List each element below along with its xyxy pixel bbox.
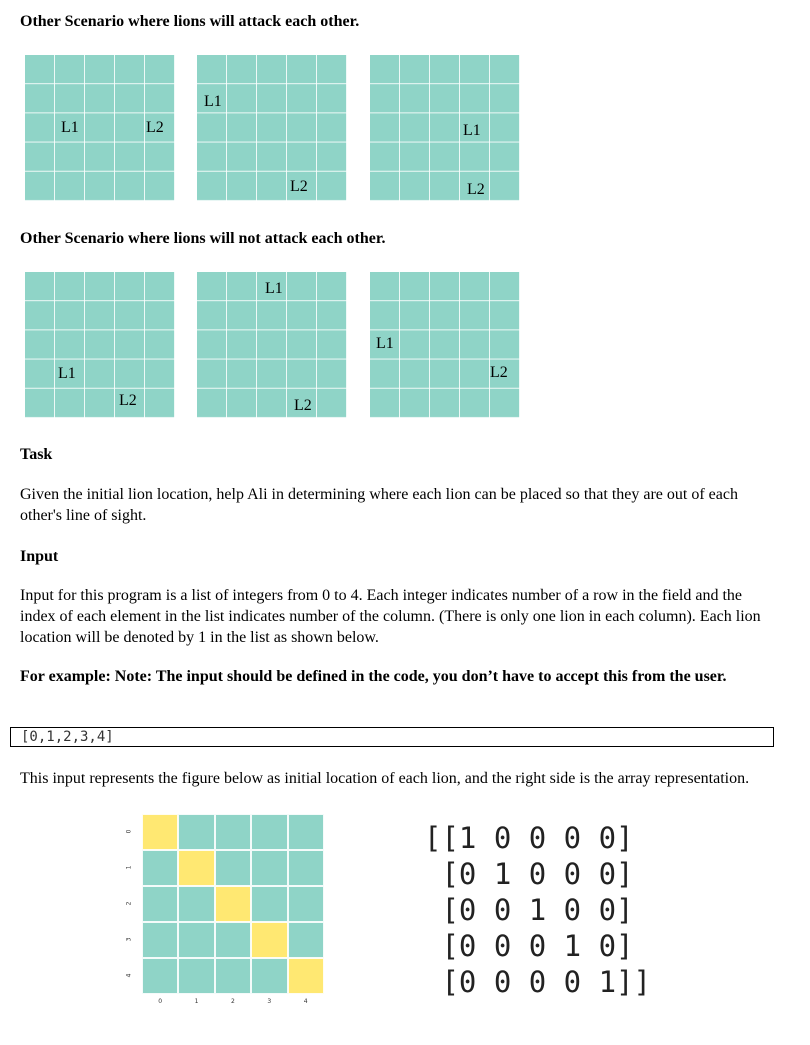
input-heading: Input bbox=[20, 548, 59, 565]
array-row: [0 0 1 0 0] bbox=[424, 893, 634, 927]
lion-cell bbox=[178, 850, 214, 886]
lion-heatmap bbox=[142, 814, 324, 994]
array-representation bbox=[424, 820, 664, 1000]
empty-cell bbox=[251, 886, 287, 922]
empty-cell bbox=[215, 922, 251, 958]
empty-cell bbox=[142, 850, 178, 886]
attack-grid-3 bbox=[370, 55, 520, 201]
lion-2-label: L2 bbox=[146, 119, 164, 136]
input-text: Input for this program is a list of integers from 0 to 4. Each integer indicates number of a row in the field and the index of each element in the list indicates number of the column. (There is only one lion in each column). Each lion location will be denoted by 1 in the list as shown below. bbox=[20, 587, 761, 646]
figure-text: This input represents the figure below as initial location of each lion, and the right side is the array representation. bbox=[20, 770, 750, 787]
array-row: [[1 0 0 0 0] bbox=[424, 821, 634, 855]
empty-cell bbox=[288, 850, 324, 886]
array-row: [0 0 0 0 1]] bbox=[424, 965, 651, 999]
lion-1-label: L1 bbox=[61, 119, 79, 136]
lion-cell bbox=[251, 922, 287, 958]
x-tick-label: 2 bbox=[231, 998, 235, 1005]
task-heading: Task bbox=[20, 446, 53, 463]
y-tick-label: 1 bbox=[125, 865, 133, 870]
lion-cell bbox=[288, 958, 324, 994]
code-example: [0,1,2,3,4] bbox=[10, 727, 774, 747]
empty-cell bbox=[288, 922, 324, 958]
no-attack-heading: Other Scenario where lions will not attack each other. bbox=[20, 230, 386, 247]
y-tick-label: 3 bbox=[125, 937, 133, 942]
lion-1-label: L1 bbox=[463, 122, 481, 139]
empty-cell bbox=[142, 922, 178, 958]
x-tick-label: 4 bbox=[303, 998, 308, 1005]
lion-1-label: L1 bbox=[265, 280, 283, 297]
lion-1-label: L1 bbox=[204, 93, 222, 110]
empty-cell bbox=[178, 958, 214, 994]
no-attack-grid-1 bbox=[25, 272, 175, 418]
example-heading: For example: Note: The input should be defined in the code, you don’t have to accept this from the user. bbox=[20, 668, 727, 685]
empty-cell bbox=[288, 814, 324, 850]
lion-2-label: L2 bbox=[119, 392, 137, 409]
lion-1-label: L1 bbox=[376, 335, 394, 352]
attack-grid-2 bbox=[197, 55, 347, 201]
y-tick-label: 0 bbox=[125, 829, 133, 834]
attack-grid-1 bbox=[25, 55, 175, 201]
no-attack-grid-2 bbox=[197, 272, 347, 418]
empty-cell bbox=[178, 886, 214, 922]
lion-cell bbox=[142, 814, 178, 850]
empty-cell bbox=[178, 814, 214, 850]
empty-cell bbox=[251, 850, 287, 886]
empty-cell bbox=[215, 850, 251, 886]
task-text: Given the initial lion location, help Ali in determining where each lion can be placed so that they are out of each other's line of sight. bbox=[20, 486, 738, 524]
y-tick-label: 4 bbox=[125, 973, 133, 978]
lion-2-label: L2 bbox=[490, 364, 508, 381]
no-attack-grid-3 bbox=[370, 272, 520, 418]
empty-cell bbox=[288, 886, 324, 922]
empty-cell bbox=[142, 886, 178, 922]
x-tick-label: 0 bbox=[158, 998, 163, 1005]
lion-2-label: L2 bbox=[294, 397, 312, 414]
x-tick-label: 3 bbox=[267, 998, 272, 1005]
empty-cell bbox=[178, 922, 214, 958]
lion-cell bbox=[215, 886, 251, 922]
lion-1-label: L1 bbox=[58, 365, 76, 382]
empty-cell bbox=[251, 958, 287, 994]
empty-cell bbox=[142, 958, 178, 994]
lion-2-label: L2 bbox=[290, 178, 308, 195]
lion-2-label: L2 bbox=[467, 181, 485, 198]
array-row: [0 0 0 1 0] bbox=[424, 929, 634, 963]
x-tick-label: 1 bbox=[194, 998, 199, 1005]
empty-cell bbox=[251, 814, 287, 850]
y-tick-label: 2 bbox=[125, 901, 133, 906]
empty-cell bbox=[215, 958, 251, 994]
array-row: [0 1 0 0 0] bbox=[424, 857, 634, 891]
empty-cell bbox=[215, 814, 251, 850]
attack-heading: Other Scenario where lions will attack each other. bbox=[20, 13, 360, 30]
